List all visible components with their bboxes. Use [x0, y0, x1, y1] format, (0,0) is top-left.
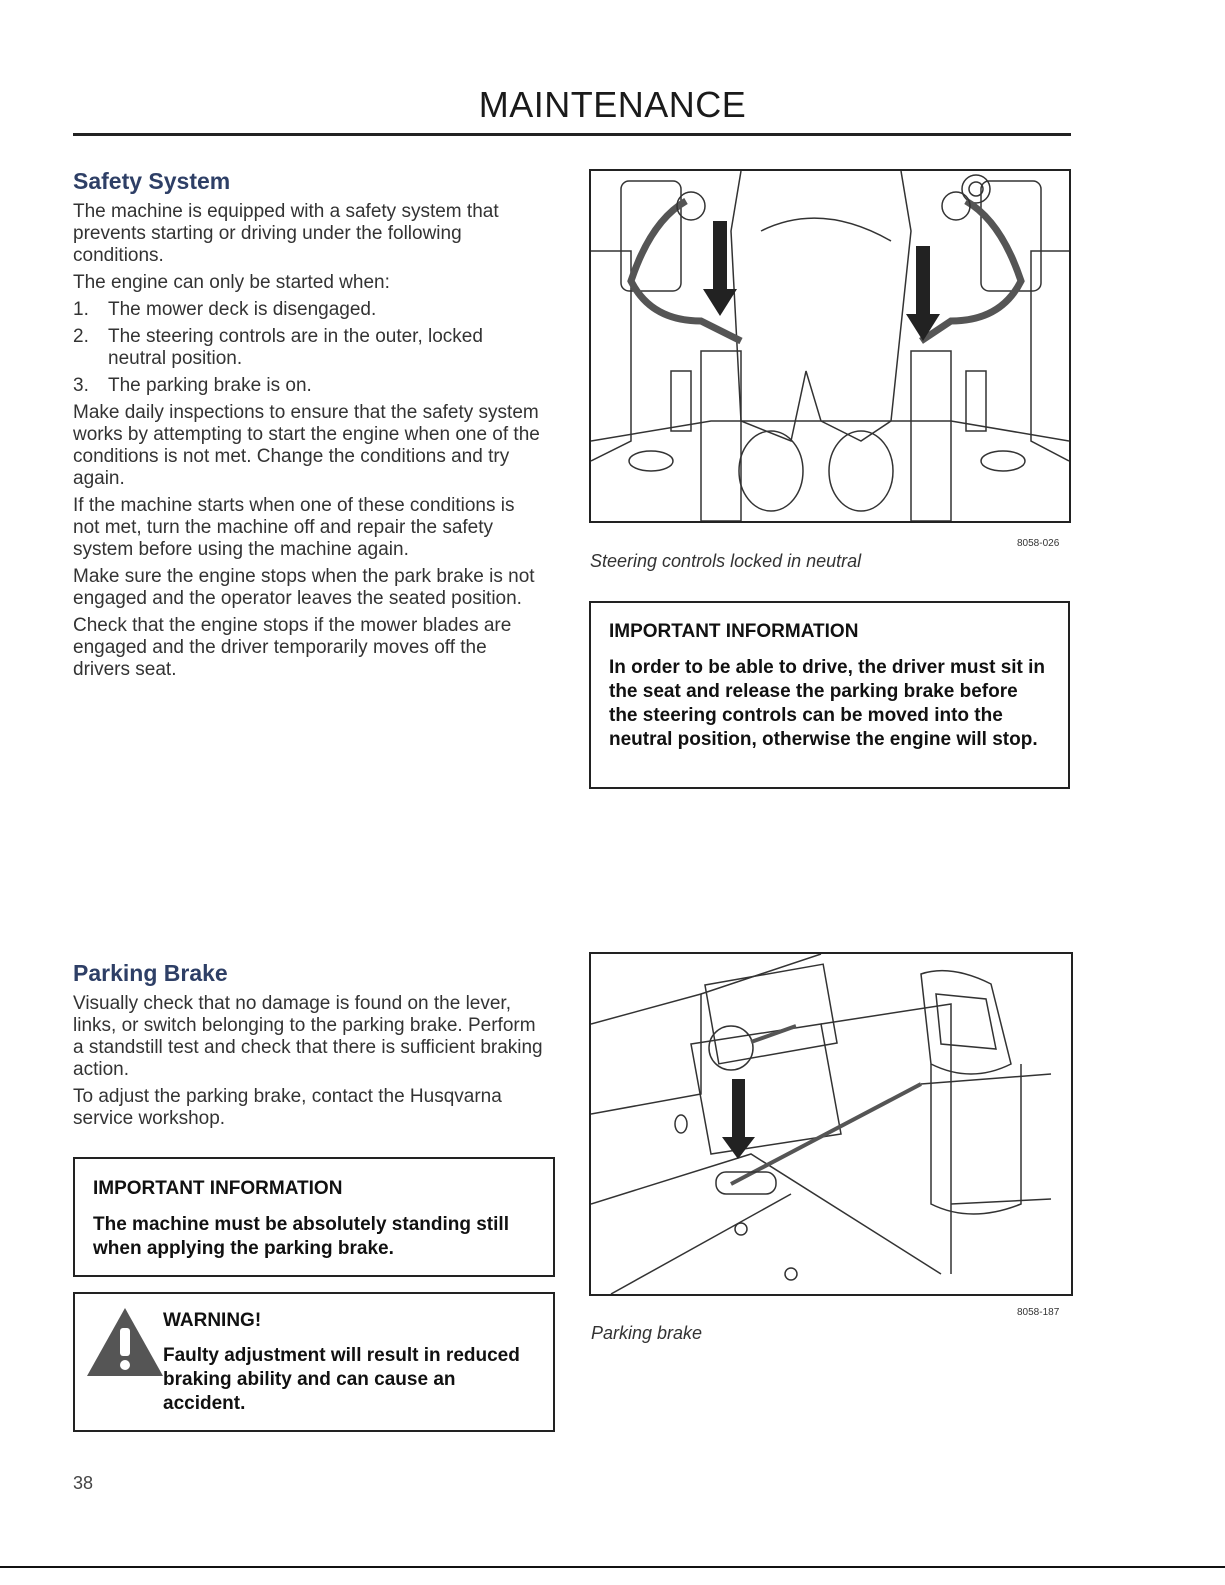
parking-brake-drawing: [591, 954, 1071, 1294]
safety-paragraph: If the machine starts when one of these conditions is not met, turn the machine off and repair the safety system before using the machine again.: [73, 495, 515, 560]
parking-brake-section: [73, 960, 543, 1135]
safety-system-intro: The machine is equipped with a safety system that prevents starting or driving under the following conditions.: [73, 201, 499, 266]
warning-heading: WARNING!: [163, 1310, 262, 1331]
parking-brake-illustration: [589, 952, 1073, 1296]
important-info-box: [589, 601, 1070, 789]
warning-body: Faulty adjustment will result in reduced braking ability and can cause an accident.: [163, 1345, 520, 1414]
safety-system-list-intro: The engine can only be started when:: [73, 272, 390, 293]
info-heading: IMPORTANT INFORMATION: [93, 1178, 343, 1199]
info-body: In order to be able to drive, the driver must sit in the seat and release the parking brake before the steering controls can be moved into the neutral position, otherwise the engine will stop.: [609, 657, 1046, 750]
parking-brake-heading: Parking Brake: [73, 960, 228, 986]
list-item: 3. The parking brake is on.: [73, 375, 312, 396]
safety-system-heading: Safety System: [73, 168, 231, 194]
steering-controls-illustration: [589, 169, 1071, 523]
warning-box: [73, 1292, 555, 1432]
safety-paragraph: Make daily inspections to ensure that the safety system works by attempting to start the engine when one of the conditions is not met. Change the conditions and try again.: [73, 402, 540, 489]
figure-code: 8058-187: [1017, 1307, 1060, 1318]
warning-triangle-icon: [85, 1306, 165, 1378]
info-body: The machine must be absolutely standing still when applying the parking brake.: [93, 1214, 509, 1259]
bottom-rule: [0, 1566, 1225, 1568]
safety-conditions-list: [73, 299, 543, 397]
figure-caption: Parking brake: [591, 1323, 703, 1343]
safety-paragraph: Check that the engine stops if the mower blades are engaged and the driver temporarily moves off the drivers seat.: [73, 615, 512, 680]
steering-controls-drawing: [591, 171, 1069, 521]
title-rule: [73, 133, 1071, 136]
list-item: 2. The steering controls are in the outer, locked neutral position.: [73, 326, 483, 369]
page-title: MAINTENANCE: [478, 84, 747, 125]
important-info-box: [73, 1157, 555, 1277]
parking-paragraph: Visually check that no damage is found on the lever, links, or switch belonging to the parking brake. Perform a standstill test and check that there is sufficient braking action.: [73, 993, 543, 1080]
figure-code: 8058-026: [1017, 538, 1060, 549]
safety-paragraph: Make sure the engine stops when the park brake is not engaged and the operator leaves the seated position.: [73, 566, 535, 609]
page-number: 38: [73, 1473, 94, 1493]
safety-system-section: [73, 168, 543, 686]
figure-caption: Steering controls locked in neutral: [590, 551, 862, 571]
list-item: 1. The mower deck is disengaged.: [73, 299, 377, 320]
info-heading: IMPORTANT INFORMATION: [609, 621, 859, 642]
parking-paragraph: To adjust the parking brake, contact the Husqvarna service workshop.: [73, 1086, 502, 1129]
